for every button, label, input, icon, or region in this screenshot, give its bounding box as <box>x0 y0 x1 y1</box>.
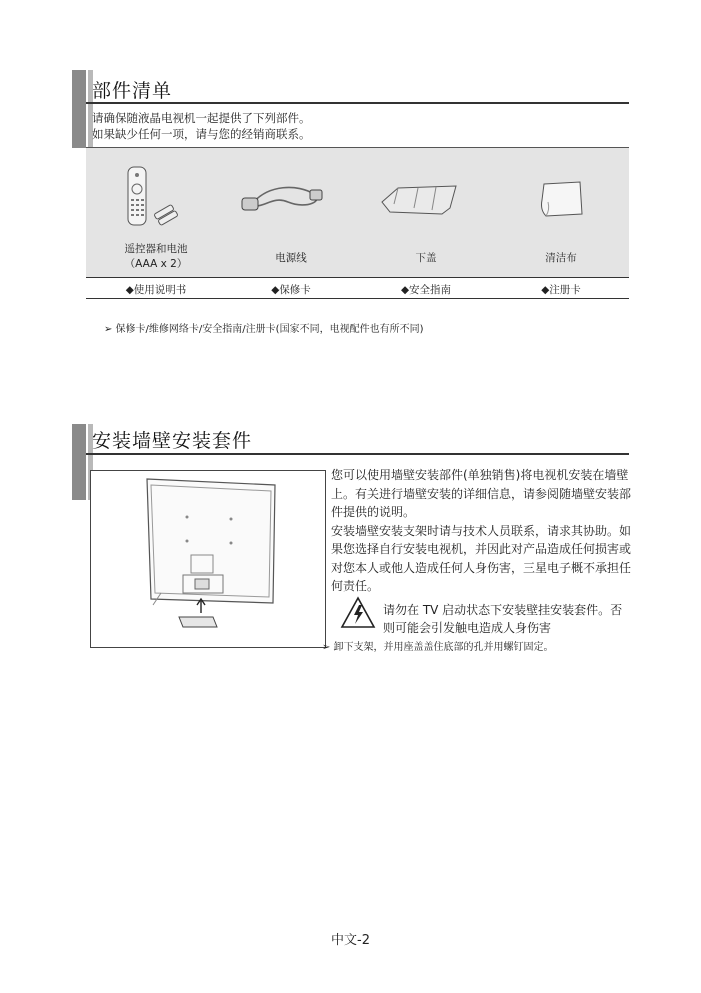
section-title-wall-mount: 安装墙壁安装套件 <box>92 430 253 452</box>
part-label-cleaning-cloth: 清洁布 <box>545 252 577 264</box>
part-label-power-cord: 电源线 <box>275 252 307 264</box>
section-rule <box>86 453 629 455</box>
section-marker <box>72 70 86 148</box>
wall-mount-illustration <box>90 470 326 648</box>
warning-icon <box>340 596 376 630</box>
part-label-line: 遥控器和电池 <box>124 243 188 255</box>
wall-mount-note: ➢ 卸下支架，并用座盖盖住底部的孔并用螺钉固定。 <box>322 642 554 653</box>
accessory-registration-card: ◆注册卡 <box>541 284 581 296</box>
wall-mount-paragraph: 安装墙壁安装支架时请与技术人员联系，请求其协助。如果您选择自行安装电视机，并因此对产品造成任何损害或对您本人或他人造成任何人身伤害，三星电子概不承担任何责任。 <box>331 523 632 593</box>
tv-back-icon <box>91 471 325 647</box>
part-label-bottom-cover: 下盖 <box>415 252 437 264</box>
wall-mount-description <box>331 466 631 596</box>
power-cord-icon <box>238 180 330 220</box>
accessory-manual: ◆使用说明书 <box>125 284 187 296</box>
parts-note: ➢ 保修卡/维修网络卡/安全指南/注册卡(国家不同，电视配件也有所不同) <box>104 324 424 335</box>
page-number: 中文-2 <box>331 933 370 948</box>
part-label-remote <box>96 242 216 272</box>
intro-line: 请确保随液晶电视机一起提供了下列部件。 <box>92 111 311 125</box>
divider <box>86 277 629 278</box>
part-label-line: （AAA x 2） <box>124 258 188 270</box>
section-marker <box>72 424 86 500</box>
parts-intro <box>92 110 311 142</box>
divider <box>86 298 629 299</box>
warning-text: 请勿在 TV 启动状态下安装壁挂安装套件。否则可能会引发触电造成人身伤害 <box>383 603 623 635</box>
wall-mount-paragraph: 您可以使用墙壁安装部件(单独销售)将电视机安装在墙壁上。有关进行墙壁安装的详细信息，请参阅随墙壁安装部件提供的说明。 <box>331 468 632 519</box>
section-title-parts: 部件清单 <box>92 80 173 102</box>
divider <box>86 147 629 148</box>
bottom-cover-icon <box>378 182 462 218</box>
intro-line: 如果缺少任何一项，请与您的经销商联系。 <box>92 127 311 141</box>
section-rule <box>86 102 629 104</box>
accessory-warranty-card: ◆保修卡 <box>271 284 311 296</box>
remote-control-icon <box>122 165 184 227</box>
cleaning-cloth-icon <box>536 180 586 220</box>
accessory-safety-guide: ◆安全指南 <box>400 284 452 296</box>
